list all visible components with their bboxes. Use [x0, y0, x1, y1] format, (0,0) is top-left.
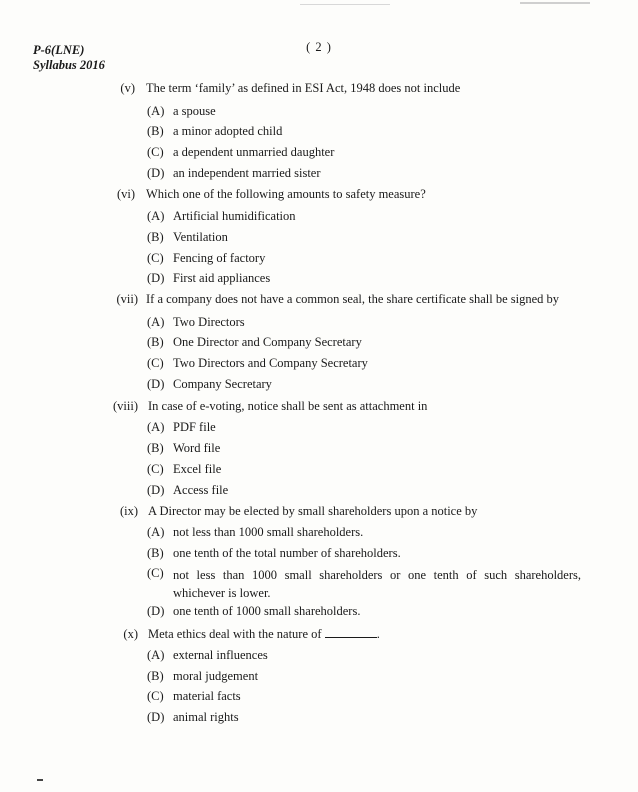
- option-text: moral judgement: [173, 669, 259, 683]
- option: [147, 546, 401, 561]
- option-label: (D): [147, 483, 165, 497]
- option-label: (C): [147, 566, 164, 580]
- option: [147, 420, 216, 435]
- option-label: (D): [147, 166, 165, 180]
- option-text: Fencing of factory: [173, 251, 266, 265]
- option-text: Artificial humidification: [173, 209, 296, 223]
- question-text: [148, 627, 380, 642]
- option: [147, 209, 296, 224]
- option-label: (A): [147, 209, 165, 223]
- question-text-before-blank: Meta ethics deal with the nature of: [148, 627, 322, 641]
- option-label: (B): [147, 335, 164, 349]
- option: [147, 710, 239, 725]
- question-number: (vi): [116, 187, 135, 201]
- option-text: PDF file: [173, 420, 216, 434]
- option-label: (A): [147, 525, 165, 539]
- option-text: Two Directors and Company Secretary: [173, 356, 368, 370]
- option: [147, 251, 265, 266]
- option-label: (A): [147, 648, 165, 662]
- option-text: One Director and Company Secretary: [173, 335, 362, 349]
- page-number: ( 2 ): [306, 40, 332, 54]
- option-text: not less than 1000 small shareholders or one tenth of such shareholders, whichever is lower.: [173, 568, 581, 600]
- option-text: a spouse: [173, 104, 216, 118]
- paper-code: P-6(LNE): [33, 43, 85, 57]
- option-label: (D): [147, 377, 165, 391]
- option: [147, 315, 245, 330]
- option-text: one tenth of the total number of shareholders.: [173, 546, 401, 560]
- scan-artifact: [300, 4, 390, 5]
- option-label: (D): [147, 710, 165, 724]
- option: [147, 271, 270, 286]
- question-number: (ix): [119, 504, 138, 518]
- option-text: one tenth of 1000 small shareholders.: [173, 604, 361, 618]
- option-text: material facts: [173, 689, 241, 703]
- option-text: not less than 1000 small shareholders.: [173, 525, 364, 539]
- option-text: a dependent unmarried daughter: [173, 145, 335, 159]
- option-label: (B): [147, 669, 164, 683]
- option-text: Ventilation: [173, 230, 228, 244]
- option-text: Excel file: [173, 462, 222, 476]
- question-text: Which one of the following amounts to safety measure?: [146, 187, 426, 201]
- option: [147, 441, 220, 456]
- question-text: The term ‘family’ as defined in ESI Act, 1948 does not include: [146, 81, 461, 95]
- option-text: an independent married sister: [173, 166, 321, 180]
- option: [147, 230, 228, 245]
- option-text: Word file: [173, 441, 221, 455]
- option-label: (C): [147, 145, 164, 159]
- option: [147, 669, 258, 684]
- option-text: Two Directors: [173, 315, 245, 329]
- option-label: (A): [147, 104, 165, 118]
- option-label: (B): [147, 124, 164, 138]
- question-number: (viii): [113, 399, 138, 413]
- option-label: (B): [147, 230, 164, 244]
- option-text: external influences: [173, 648, 268, 662]
- option: [147, 166, 321, 181]
- syllabus-label: Syllabus 2016: [33, 58, 105, 72]
- scan-artifact: [37, 779, 43, 781]
- option: [147, 462, 221, 477]
- option: [147, 377, 272, 392]
- scan-artifact: [520, 2, 590, 4]
- question-number: (vii): [116, 292, 138, 306]
- option: [147, 104, 216, 119]
- question-number: (x): [123, 627, 138, 641]
- option: [147, 525, 363, 540]
- question-text: In case of e-voting, notice shall be sent as attachment in: [148, 399, 428, 413]
- question-text-after-blank: .: [376, 627, 380, 641]
- question-text: A Director may be elected by small shareholders upon a notice by: [148, 504, 478, 518]
- option-label: (C): [147, 356, 164, 370]
- option-label: (D): [147, 271, 165, 285]
- option-text: Company Secretary: [173, 377, 272, 391]
- option: [147, 145, 334, 160]
- option: [147, 124, 282, 139]
- option: [147, 566, 581, 602]
- option-label: (A): [147, 315, 165, 329]
- option-label: (C): [147, 251, 164, 265]
- option-label: (C): [147, 462, 164, 476]
- option-label: (B): [147, 441, 164, 455]
- option-text: First aid appliances: [173, 271, 271, 285]
- option-text: animal rights: [173, 710, 239, 724]
- option: [147, 648, 268, 663]
- question-text: If a company does not have a common seal, the share certificate shall be signed by: [146, 292, 560, 306]
- option-label: (A): [147, 420, 165, 434]
- option: [147, 356, 368, 371]
- option: [147, 689, 241, 704]
- option-label: (C): [147, 689, 164, 703]
- option-text: a minor adopted child: [173, 124, 283, 138]
- option-label: (B): [147, 546, 164, 560]
- option-text: Access file: [173, 483, 229, 497]
- fill-in-blank: [325, 627, 377, 638]
- question-number: (v): [120, 81, 135, 95]
- option: [147, 483, 228, 498]
- option-label: (D): [147, 604, 165, 618]
- option: [147, 335, 362, 350]
- option: [147, 604, 360, 619]
